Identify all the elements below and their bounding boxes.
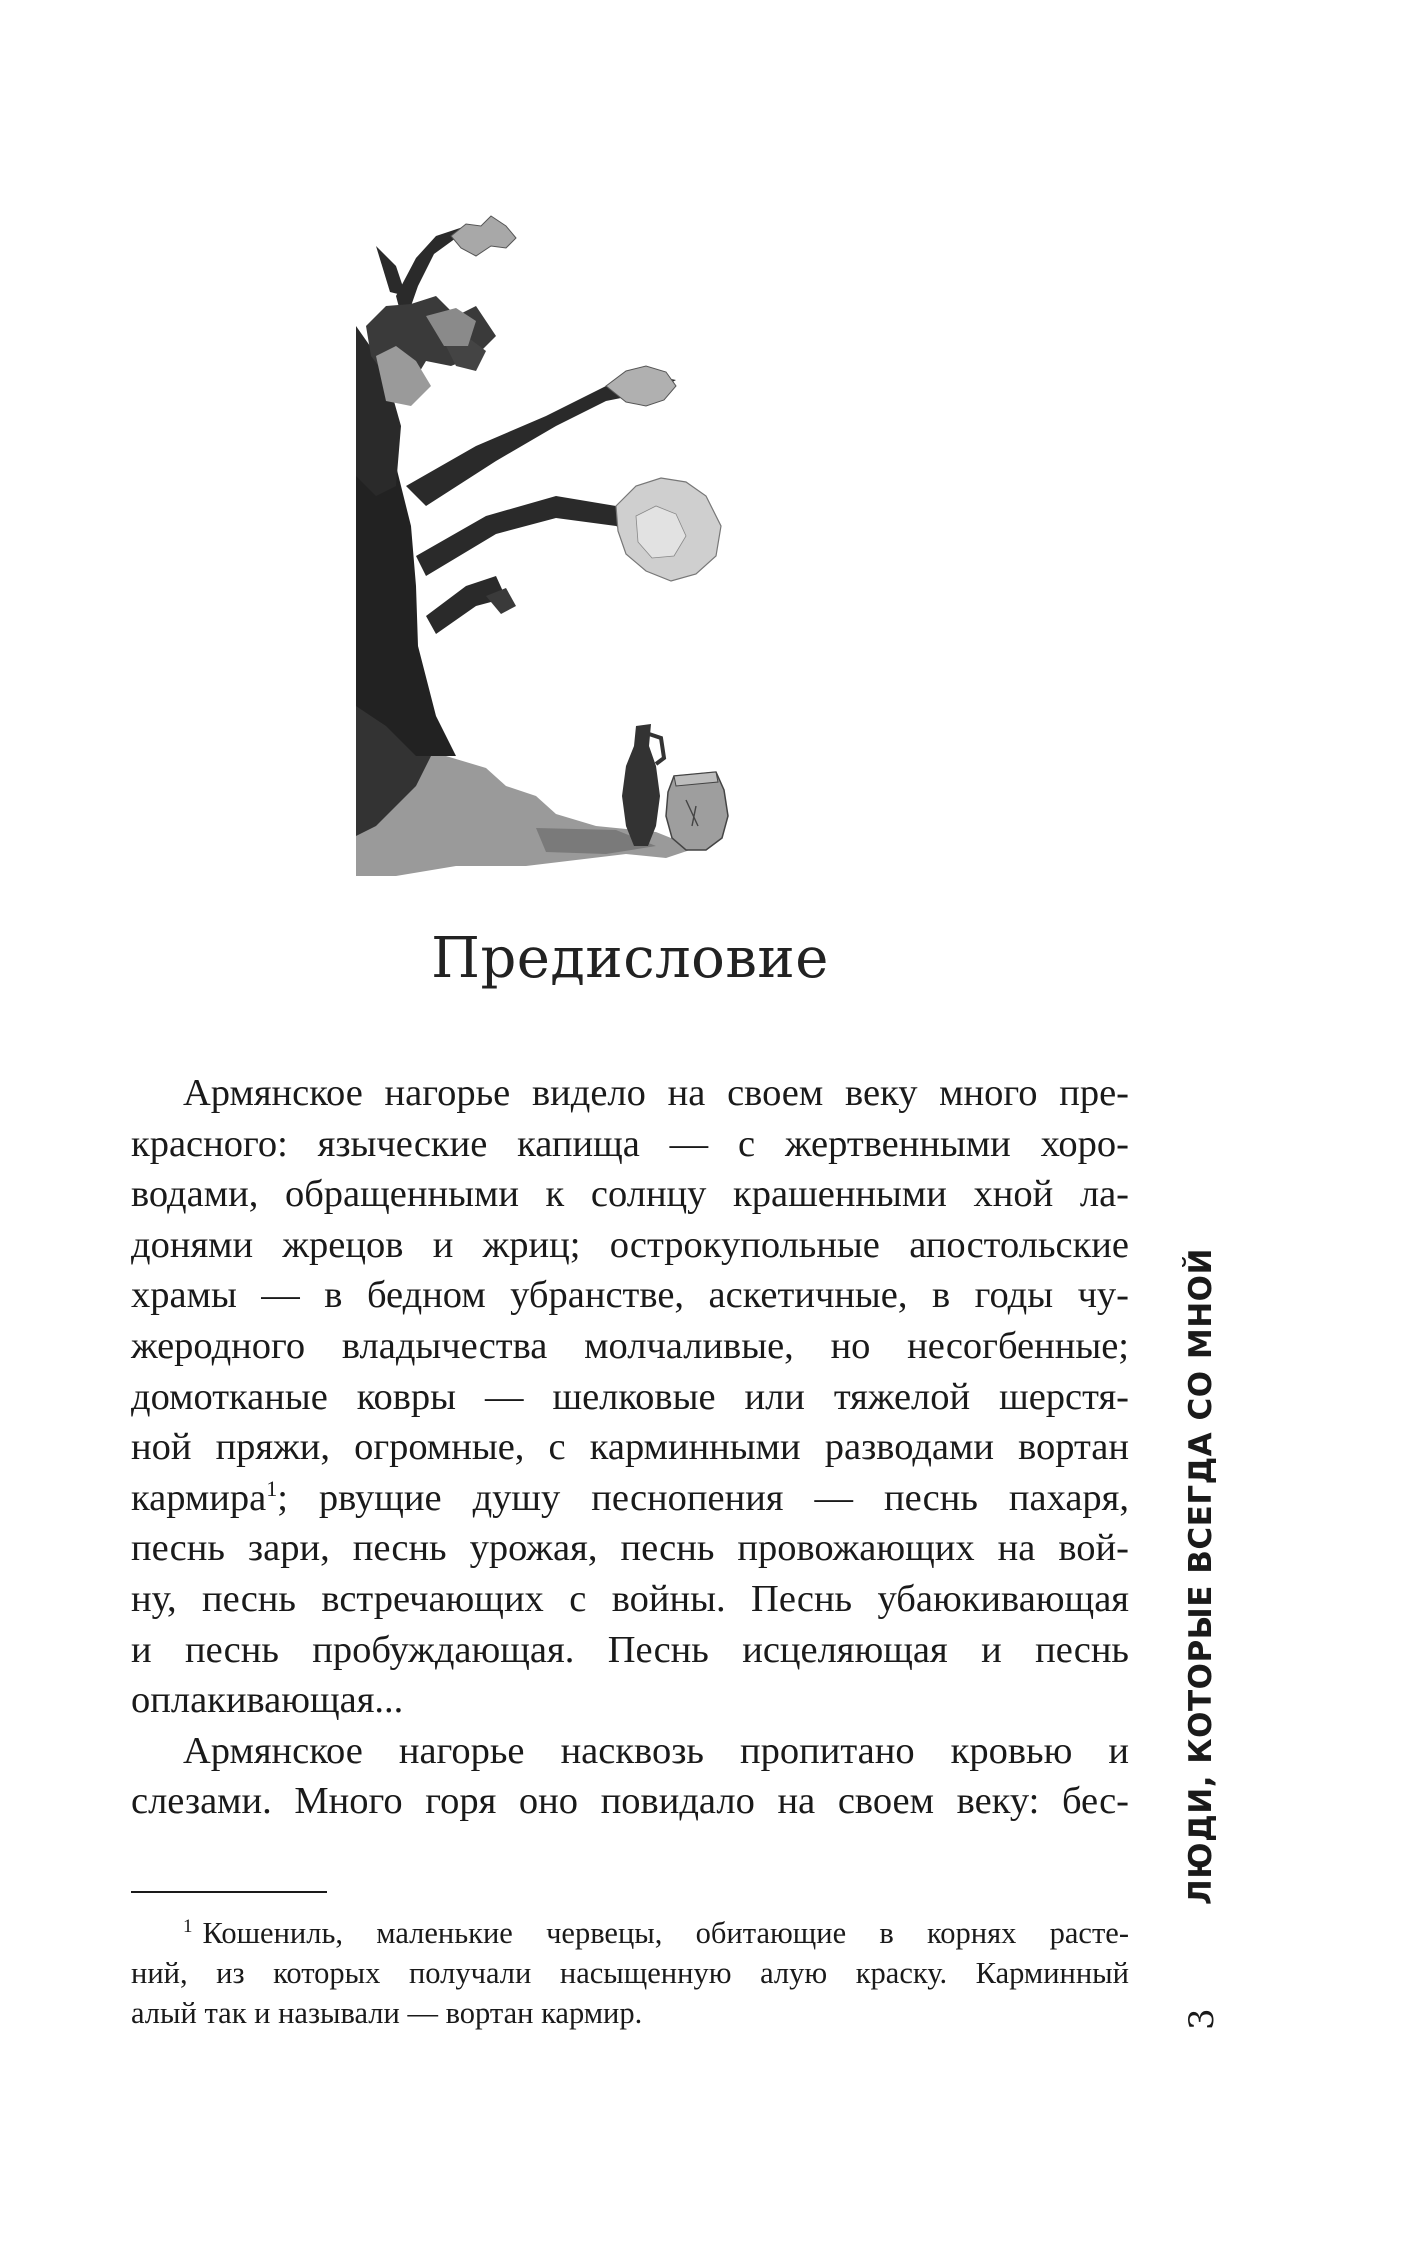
paragraph-line: и песнь пробуждающая. Песнь исцеляющая и песнь	[131, 1628, 1129, 1671]
paragraph-line: песнь зари, песнь урожая, песнь провожающих на вой-	[131, 1527, 1129, 1570]
paragraph-line: водами, обращенными к солнцу крашенными хной ла-	[131, 1173, 1129, 1216]
footnote-reference-text: кармира	[131, 1476, 267, 1519]
jug-icon	[622, 724, 660, 846]
paragraph-line: донями жрецов и жриц; острокупольные апостольские	[131, 1223, 1129, 1266]
page-number: 3	[1182, 2008, 1222, 2030]
chapter-title: Предисловие	[431, 926, 829, 991]
paragraph-line: домотканые ковры — шелковые или тяжелой шерстя-	[131, 1375, 1129, 1418]
paragraph-line: ной пряжи, огромные, с карминными разводами вортан	[131, 1426, 1129, 1469]
paragraph-line: Армянское нагорье насквозь пропитано кровью и	[183, 1729, 1129, 1772]
footnote-line: алый так и называли — вортан кармир.	[131, 1996, 643, 2030]
paragraph-line: Армянское нагорье видело на своем веку много пре-	[183, 1072, 1129, 1114]
running-head: ЛЮДИ, КОТОРЫЕ ВСЕГДА СО МНОЙ	[1183, 1248, 1219, 1905]
footnote	[131, 1913, 1129, 2033]
paragraph-line: красного: языческие капища — с жертвенными хоро-	[131, 1122, 1129, 1165]
paragraph-line: слезами. Много горя оно повидало на своем веку: бес-	[131, 1780, 1129, 1823]
tree-illustration-svg	[356, 186, 956, 876]
footnote-line: ний, из которых получали насыщенную алую краску. Карминный	[131, 1956, 1129, 1990]
paragraph-line: ну, песнь встречающих с войны. Песнь убаюкивающая	[131, 1577, 1129, 1620]
paragraph-line: оплакивающая...	[131, 1679, 404, 1722]
body-text	[131, 1068, 1129, 1827]
footnote-divider	[131, 1891, 327, 1893]
footnote-reference-rest: ; рвущие душу песнопения — песнь пахаря,	[277, 1476, 1129, 1519]
footnote-reference-mark[interactable]: 1	[266, 1475, 278, 1501]
paragraph-line-with-footnote	[131, 1473, 1129, 1524]
paragraph-line: жеродного владычества молчаливые, но несогбенные;	[131, 1324, 1129, 1367]
footnote-text: Кошениль, маленькие червецы, обитающие в корнях расте-	[202, 1916, 1129, 1950]
tree-illustration	[356, 186, 956, 876]
paragraph-line: храмы — в бедном убранстве, аскетичные, в годы чу-	[131, 1274, 1129, 1317]
footnote-mark: 1	[183, 1915, 193, 1937]
footnote-line	[131, 1913, 1129, 1953]
